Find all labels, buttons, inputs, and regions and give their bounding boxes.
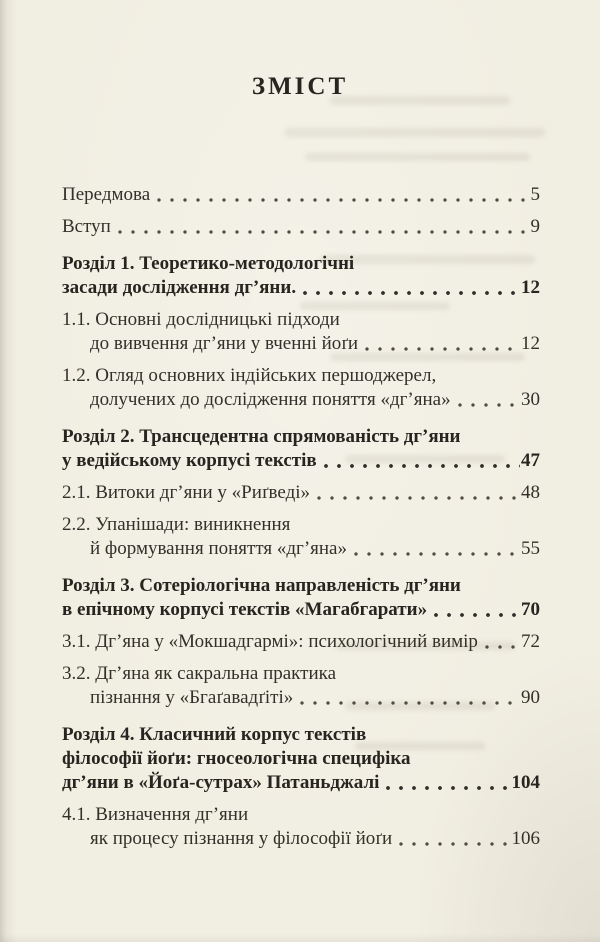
toc-entry-text: дг’яни в «Йоґа-сутрах» Патаньджалі — [62, 772, 380, 793]
dot-leader — [365, 347, 520, 351]
page-number: 70 — [521, 599, 540, 620]
toc-entry-text: у ведійському корпусі текстів — [62, 450, 317, 471]
toc-entry-text: в епічному корпусі текстів «Магабгарати» — [62, 599, 428, 620]
toc-entry-text: Передмова — [62, 184, 151, 205]
toc-entry — [62, 425, 540, 473]
toc-entry-text: 1.1. Основні дослідницькі підходи — [62, 309, 340, 330]
toc-entry-line — [62, 332, 540, 356]
toc-entry-text: й формування поняття «дг’яна» — [90, 538, 347, 559]
page-bottom-edge — [0, 934, 600, 942]
toc-entry-text: Розділ 1. Теоретико-методологічні — [62, 253, 355, 274]
toc-entry-line — [62, 183, 540, 207]
toc-entry-line — [62, 630, 540, 654]
toc-entry — [62, 215, 540, 239]
page-number: 48 — [521, 482, 540, 503]
dot-leader — [386, 786, 510, 790]
toc-entry-line — [62, 252, 540, 276]
page-number: 9 — [530, 216, 540, 237]
page-number: 30 — [521, 389, 540, 410]
toc-entry-text: 2.2. Упанішади: виникнення — [62, 514, 291, 535]
page-number: 12 — [521, 277, 540, 298]
toc-entry-text: Розділ 2. Трансцедентна спрямованість дг’яни — [62, 426, 461, 447]
toc-entry-text: як процесу пізнання у філософії йоґи — [90, 828, 393, 849]
toc-entry-text: долучених до дослідження поняття «дг’яна» — [90, 389, 451, 410]
page-number: 104 — [511, 772, 540, 793]
toc-entry-line — [62, 827, 540, 851]
dot-leader — [303, 291, 520, 295]
toc-entry-line — [62, 598, 540, 622]
toc-entry-text: 1.2. Огляд основних індійських першоджерел, — [62, 365, 437, 386]
toc-entry-line — [62, 686, 540, 710]
toc-entry-line — [62, 308, 540, 332]
toc-entry-line — [62, 364, 540, 388]
dot-leader — [324, 464, 520, 468]
toc-entry — [62, 252, 540, 300]
toc-entry-line — [62, 215, 540, 239]
toc-entry-text: 3.2. Дг’яна як сакральна практика — [62, 663, 336, 684]
toc-entry-line — [62, 747, 540, 771]
toc-entry — [62, 183, 540, 207]
toc-entry-text: засади дослідження дг’яни. — [62, 277, 297, 298]
toc-entry-text: Розділ 4. Класичний корпус текстів — [62, 724, 367, 745]
toc-entry — [62, 513, 540, 561]
dot-leader — [300, 701, 520, 705]
toc-entry-text: Розділ 3. Сотеріологічна направленість дг’яни — [62, 575, 461, 596]
toc-entry-line — [62, 425, 540, 449]
toc-entry-line — [62, 803, 540, 827]
toc-entry-line — [62, 723, 540, 747]
dot-leader — [118, 230, 530, 234]
dot-leader — [157, 198, 529, 202]
toc-entry-text: філософії йоґи: гносеологічна специфіка — [62, 748, 411, 769]
toc-entry-text: до вивчення дг’яни у вченні йоґи — [90, 333, 359, 354]
toc-entry — [62, 574, 540, 622]
dot-leader — [485, 645, 520, 649]
show-through-smudge — [285, 128, 545, 137]
toc-entry-line — [62, 276, 540, 300]
dot-leader — [458, 403, 520, 407]
toc-entry-line — [62, 513, 540, 537]
toc-entry — [62, 662, 540, 710]
show-through-smudge — [305, 153, 530, 161]
page-number: 72 — [521, 631, 540, 652]
page-number: 90 — [521, 687, 540, 708]
toc-entry-line — [62, 449, 540, 473]
toc-entry — [62, 364, 540, 412]
page-number: 5 — [530, 184, 540, 205]
dot-leader — [399, 842, 510, 846]
toc-entry-text: Вступ — [62, 216, 111, 237]
toc-entry-line — [62, 771, 540, 795]
dot-leader — [434, 613, 520, 617]
table-of-contents — [62, 183, 540, 851]
toc-entry — [62, 308, 540, 356]
page-number: 106 — [511, 828, 540, 849]
toc-entry — [62, 481, 540, 505]
dot-leader — [354, 552, 520, 556]
page-title: ЗМІСТ — [251, 73, 349, 100]
toc-entry — [62, 723, 540, 795]
page-number: 55 — [521, 538, 540, 559]
toc-entry-text: 3.1. Дг’яна у «Мокшадгармі»: психологічний вимір — [62, 631, 478, 652]
toc-entry-line — [62, 574, 540, 598]
toc-entry — [62, 630, 540, 654]
toc-entry-line — [62, 388, 540, 412]
toc-entry-line — [62, 662, 540, 686]
toc-entry-line — [62, 481, 540, 505]
page-number: 47 — [521, 450, 540, 471]
page-binding-edge — [0, 0, 16, 942]
page-number: 12 — [521, 333, 540, 354]
dot-leader — [317, 496, 520, 500]
toc-entry — [62, 803, 540, 851]
toc-entry-text: 2.1. Витоки дг’яни у «Риґведі» — [62, 482, 311, 503]
toc-entry-line — [62, 537, 540, 561]
toc-entry-text: пізнання у «Бгаґавадґіті» — [90, 687, 294, 708]
toc-entry-text: 4.1. Визначення дг’яни — [62, 804, 249, 825]
